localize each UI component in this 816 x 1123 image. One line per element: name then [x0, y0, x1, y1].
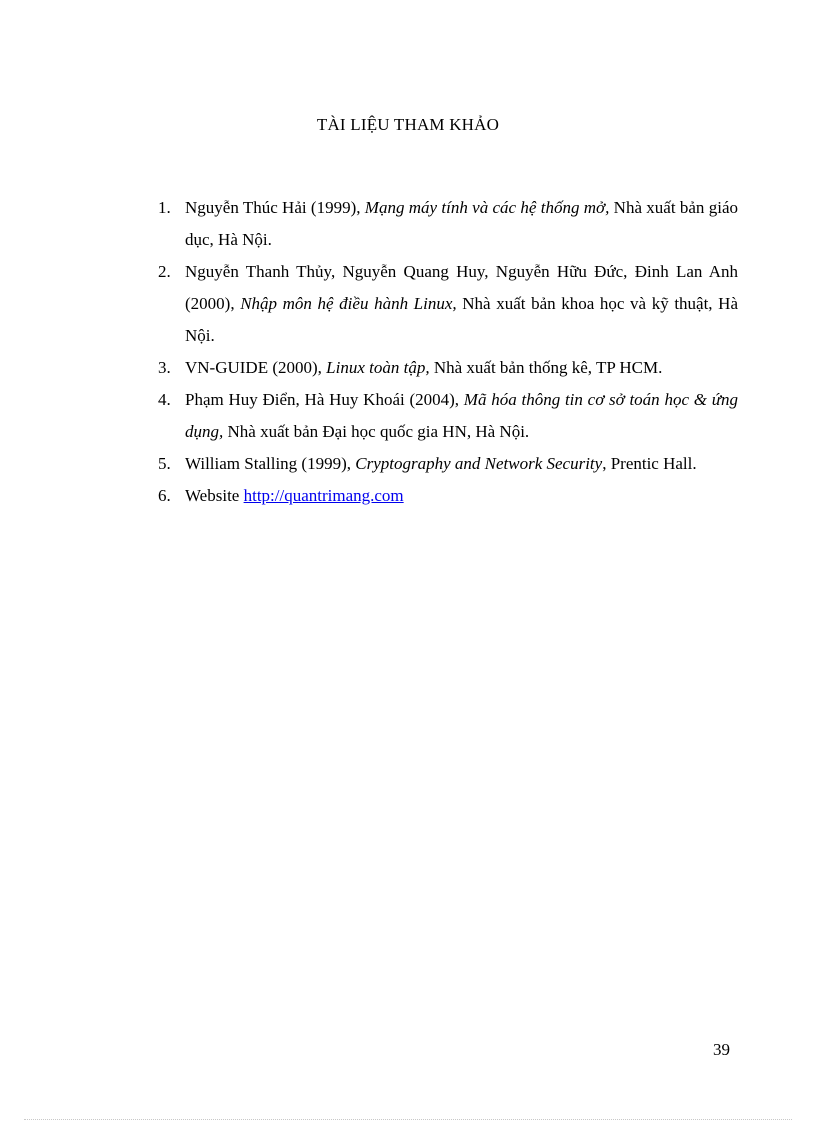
reference-list: [158, 192, 738, 512]
reference-text: [185, 390, 738, 441]
reference-title: Nhập môn hệ điều hành Linux,: [240, 294, 457, 313]
reference-text: [185, 454, 697, 473]
reference-authors: Phạm Huy Điển, Hà Huy Khoái (2004),: [185, 390, 464, 409]
reference-item: [158, 256, 738, 352]
reference-title: Cryptography and Network Security: [355, 454, 603, 473]
reference-number: 4.: [158, 390, 171, 409]
reference-text: [185, 262, 738, 345]
reference-authors: Nguyễn Thanh Thủy, Nguyễn Quang Huy, Nguyễn Hữu Đức, Đinh Lan Anh (2000),: [185, 262, 738, 313]
reference-title: Mã hóa thông tin cơ sở toán học & ứng dụng,: [185, 390, 738, 441]
reference-publisher: , Prentic Hall.: [602, 454, 697, 473]
reference-title: Mạng máy tính và các hệ thống mở,: [364, 198, 610, 217]
page-title: TÀI LIỆU THAM KHẢO: [316, 115, 500, 134]
reference-text: [185, 486, 404, 505]
reference-item: [158, 352, 738, 384]
reference-publisher: Nhà xuất bản khoa học và kỹ thuật, Hà Nội.: [185, 294, 738, 345]
reference-publisher: Nhà xuất bản giáo dục, Hà Nội.: [185, 198, 739, 249]
reference-number: 3.: [158, 358, 171, 377]
reference-number: 6.: [158, 486, 171, 505]
reference-authors: Nguyễn Thúc Hải (1999),: [185, 198, 365, 217]
reference-item: [158, 448, 738, 480]
reference-number: 2.: [158, 262, 171, 281]
reference-authors: William Stalling (1999),: [185, 454, 356, 473]
reference-publisher: Nhà xuất bản thống kê, TP HCM.: [429, 358, 663, 377]
reference-item: [158, 480, 738, 512]
reference-authors: VN-GUIDE (2000),: [185, 358, 327, 377]
reference-item: [158, 192, 738, 256]
reference-label: Website: [185, 486, 244, 505]
page-number: 39: [713, 1040, 730, 1059]
reference-text: [185, 198, 738, 249]
reference-number: 5.: [158, 454, 171, 473]
reference-number: 1.: [158, 198, 171, 217]
page-bottom-divider: [24, 1119, 792, 1120]
reference-publisher: Nhà xuất bản Đại học quốc gia HN, Hà Nội.: [223, 422, 530, 441]
reference-text: [185, 358, 662, 377]
reference-item: [158, 384, 738, 448]
website-link[interactable]: http://quantrimang.com: [243, 486, 404, 505]
reference-title: Linux toàn tập,: [326, 358, 430, 377]
